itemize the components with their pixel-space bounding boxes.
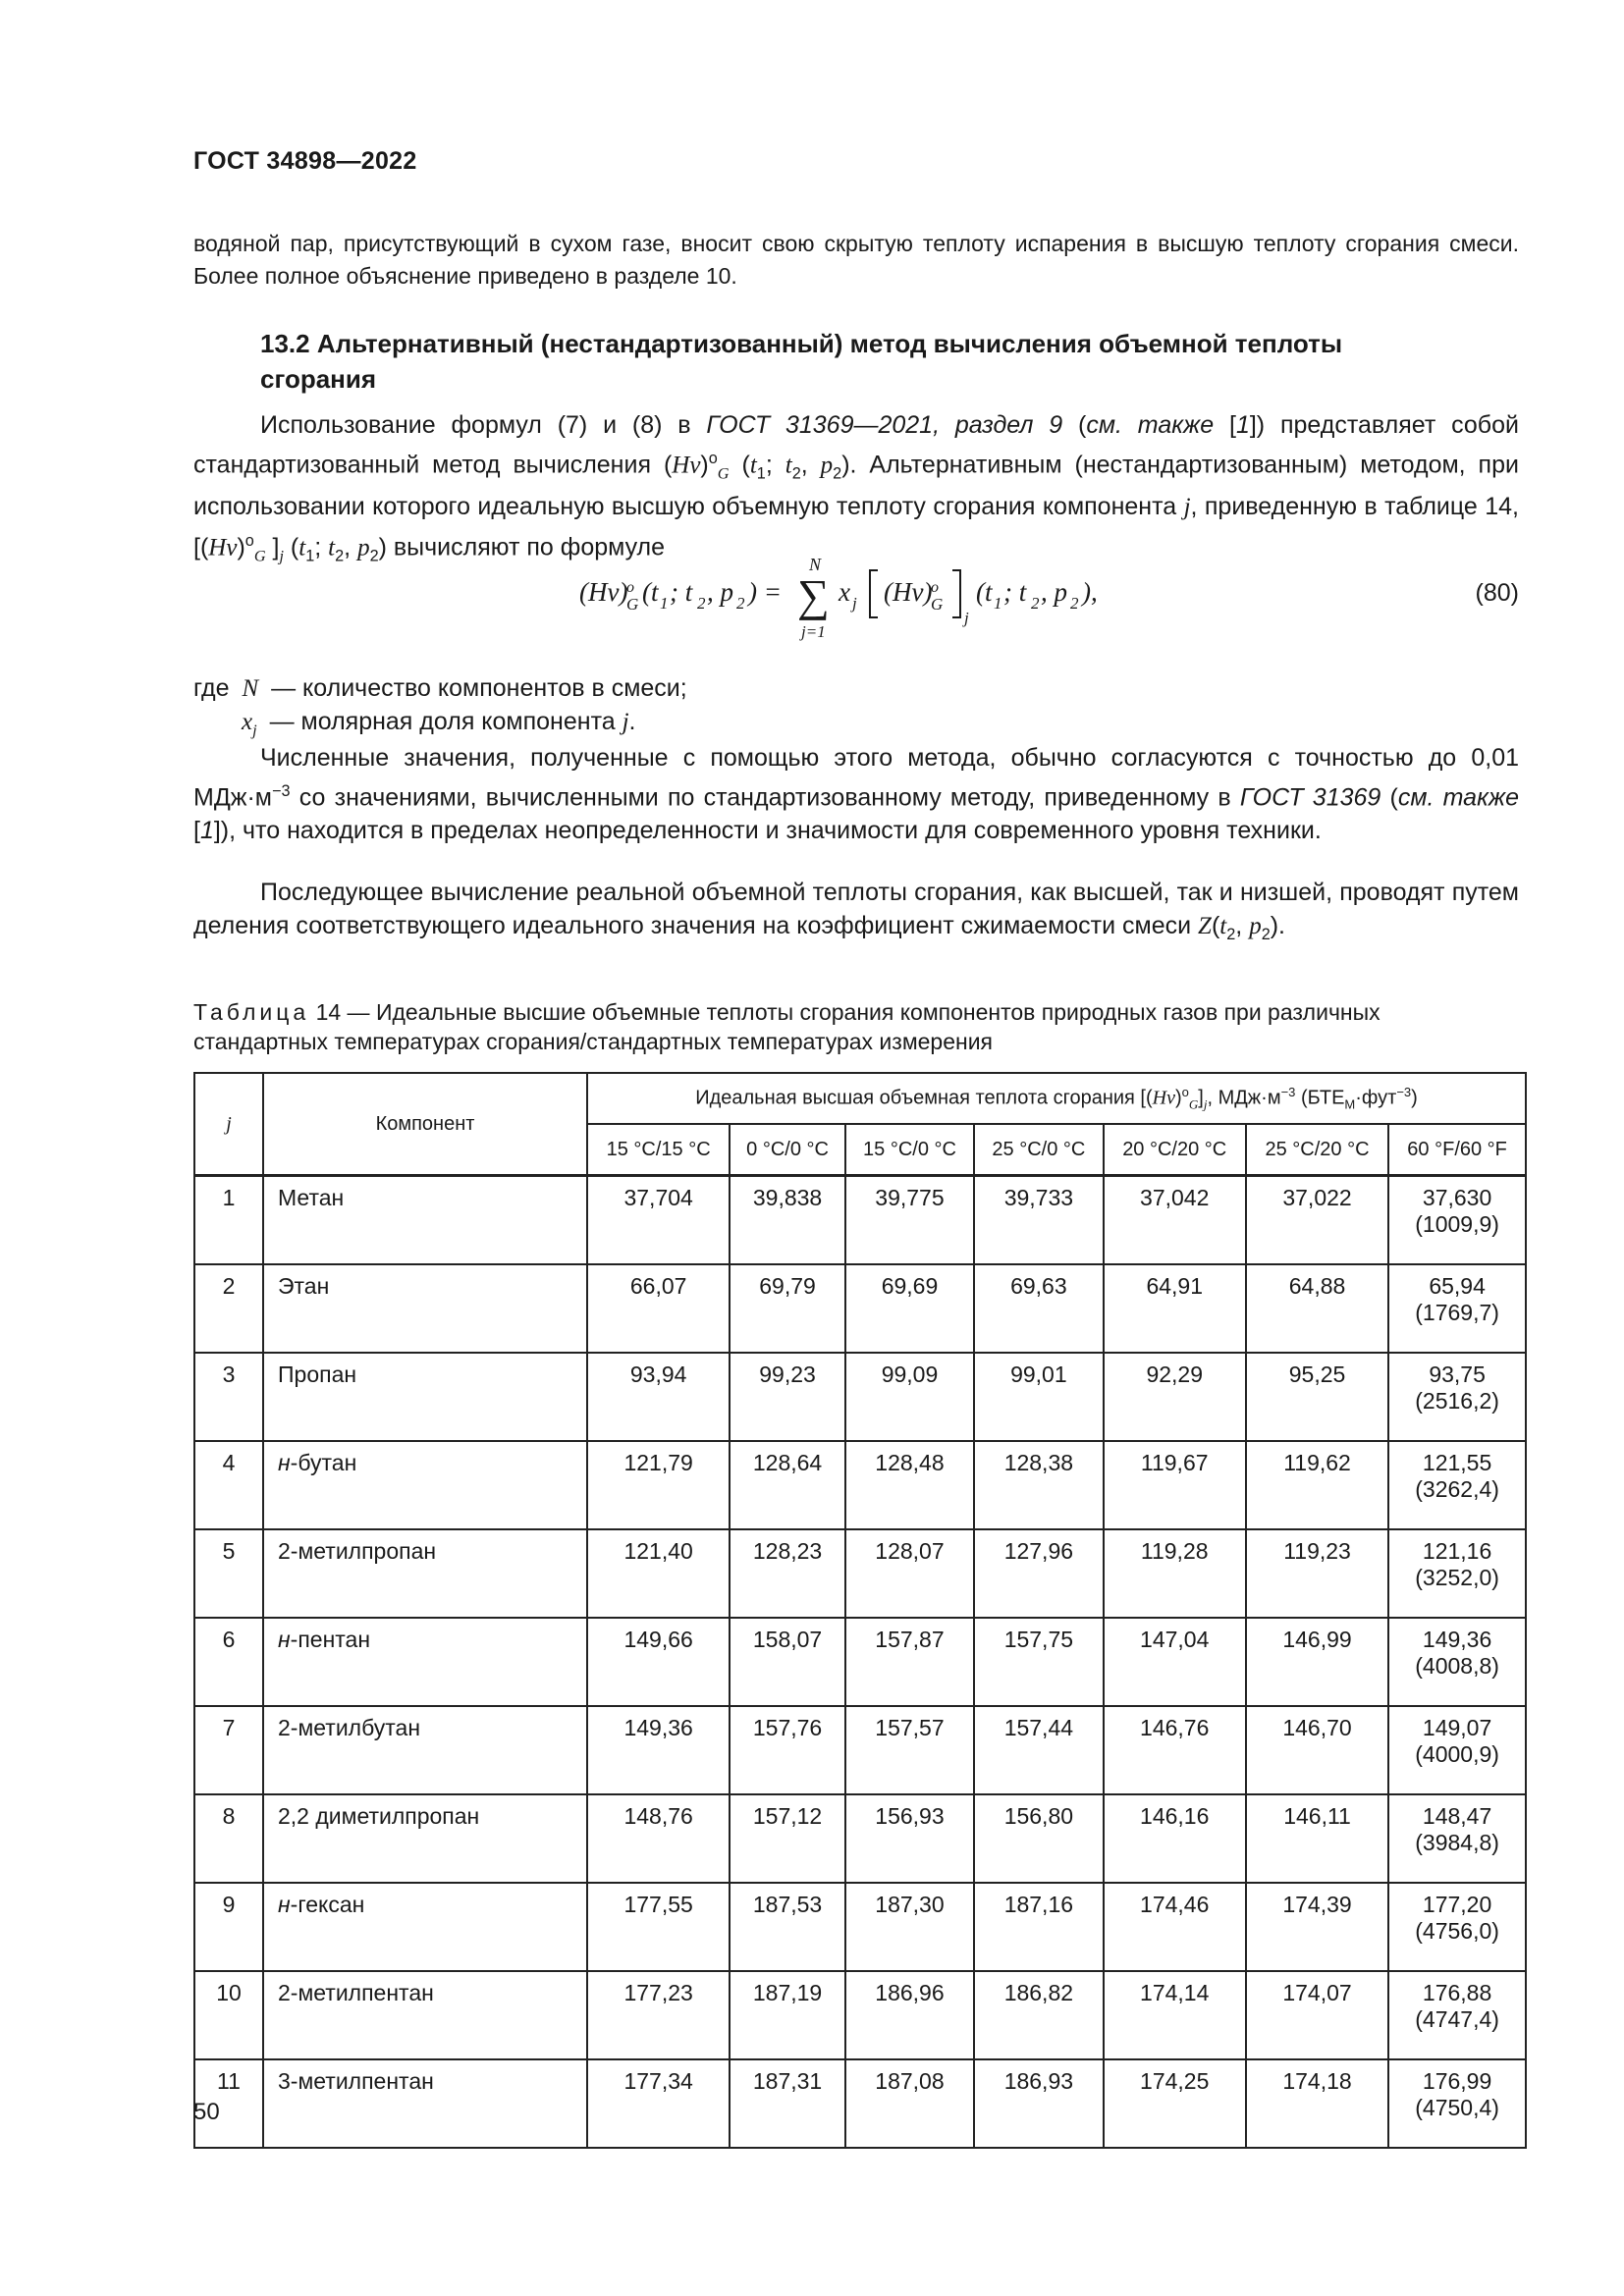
cell-value — [587, 1441, 730, 1529]
cell-component — [263, 1176, 587, 1265]
cell-value — [587, 1794, 730, 1883]
cell-value — [1388, 1706, 1526, 1794]
p2-text-e: ]), что находится в пределах неопределенности и значимости для современного уровня техники. — [213, 817, 1322, 845]
p1-ref: ГОСТ 31369—2021, раздел 9 — [706, 411, 1063, 439]
value-text: 146,11 — [1283, 1803, 1351, 1829]
header-temp: 15 °C/15 °C — [587, 1124, 730, 1176]
table-caption — [193, 997, 1519, 1056]
cell-value — [587, 1971, 730, 2059]
cell-component — [263, 1353, 587, 1441]
value-text: 157,87 — [875, 1627, 945, 1652]
cell-value — [1104, 1883, 1246, 1971]
table-row — [194, 1618, 1526, 1706]
cell-value — [974, 1706, 1103, 1794]
table-row — [194, 1794, 1526, 1883]
value-text: 128,23 — [752, 1538, 823, 1564]
table-row — [194, 1441, 1526, 1529]
svg-text:(Hv): (Hv) — [884, 577, 933, 607]
cell-value — [974, 2059, 1103, 2148]
cell-value — [1104, 1264, 1246, 1353]
value-text: 69,79 — [759, 1273, 816, 1299]
p1-text-g: ) вычисляют по формуле — [378, 533, 666, 561]
cell-value — [974, 1618, 1103, 1706]
cell-value — [1246, 2059, 1388, 2148]
cell-value — [730, 1883, 844, 1971]
value-text: 187,16 — [1003, 1892, 1074, 1917]
cell-value — [1246, 1794, 1388, 1883]
value-text: 128,48 — [875, 1450, 945, 1475]
value-text: 93,94 — [629, 1362, 687, 1387]
cell-value — [1246, 1971, 1388, 2059]
value-btu: (1769,7) — [1415, 1300, 1499, 1325]
value-text: 119,28 — [1140, 1538, 1209, 1564]
svg-text:j: j — [852, 594, 857, 613]
header-j: j — [194, 1073, 263, 1176]
section-title-line2: сгорания — [260, 364, 377, 394]
svg-text:2: 2 — [1031, 594, 1040, 613]
header-component: Компонент — [263, 1073, 587, 1176]
svg-text:(t: (t — [976, 577, 993, 607]
value-text: 128,07 — [875, 1538, 945, 1564]
svg-text:; t: ; t — [1003, 577, 1027, 607]
value-text: 187,08 — [875, 2068, 945, 2094]
value-btu: (4000,9) — [1415, 1741, 1499, 1767]
cell-j: 2 — [194, 1264, 263, 1353]
cell-value — [974, 1176, 1103, 1265]
formula-svg — [579, 555, 1129, 643]
paragraph-1: Использование формул (7) и (8) в ГОСТ 31369—2021, раздел 9 (см. также [1]) представляет собой стандартизованный метод вычисления $(Hv)^o_G$ ($t_1$; $t_2$, $p_2$). Альтернативным (нестандартизованным) методом, при использовании которого идеальную высшую объемную теплоту сгорания компонента j, приведенную в таблице 14, [$(Hv)^o_G$ ]$_j$ ($t_1$; $t_2$, $p_2$) вычисляют по формуле — [193, 411, 1519, 565]
cell-value — [730, 1706, 844, 1794]
cell-value — [845, 1971, 974, 2059]
value-text: 186,96 — [875, 1980, 945, 2005]
cell-value — [1246, 1441, 1388, 1529]
cell-value — [1388, 1794, 1526, 1883]
where-N: где N — количество компонентов в смеси; — [193, 674, 687, 702]
cell-value — [1246, 1618, 1388, 1706]
value-text: 187,30 — [875, 1892, 945, 1917]
component-prefix: н — [278, 1627, 291, 1652]
component-name: 2-метилпропан — [278, 1538, 437, 1564]
svg-text:, p: , p — [707, 577, 733, 607]
symbol-hv: Hv — [672, 452, 701, 479]
component-name: 2,2 диметилпропан — [278, 1803, 480, 1829]
cell-value — [1388, 1176, 1526, 1265]
table-row — [194, 1529, 1526, 1618]
value-text: 147,04 — [1140, 1627, 1210, 1652]
where-xj-desc: — молярная доля компонента — [269, 708, 623, 735]
cell-value — [974, 1353, 1103, 1441]
svg-text:G: G — [931, 595, 944, 614]
document-header: ГОСТ 34898—2022 — [193, 147, 417, 175]
value-text: 149,07 — [1422, 1715, 1492, 1740]
cell-component — [263, 2059, 587, 2148]
p2-sup: −3 — [272, 782, 291, 800]
value-btu: (4756,0) — [1415, 1918, 1499, 1944]
value-text: 176,88 — [1422, 1980, 1492, 2005]
cell-value — [730, 1529, 844, 1618]
value-text: 119,62 — [1283, 1450, 1351, 1475]
cell-value — [1104, 1176, 1246, 1265]
p2-text-b: со значениями, вычисленными по стандартизованному методу, приведенному в — [290, 783, 1240, 812]
svg-text:j: j — [964, 609, 969, 627]
p1-text-d: ]) представляет собой стандартизованный метод вычисления ( — [193, 411, 1519, 479]
p2-cite: 1 — [199, 817, 214, 845]
header-temp: 25 °C/0 °C — [974, 1124, 1103, 1176]
cell-value — [974, 1441, 1103, 1529]
value-text: 174,46 — [1140, 1892, 1210, 1917]
cell-value — [1388, 1618, 1526, 1706]
value-text: 177,34 — [623, 2068, 693, 2094]
value-text: 156,93 — [875, 1803, 945, 1829]
value-text: 39,775 — [875, 1185, 945, 1210]
value-text: 148,47 — [1422, 1803, 1492, 1829]
formula-number: (80) — [1475, 579, 1519, 607]
value-text: 37,022 — [1282, 1185, 1352, 1210]
value-text: 65,94 — [1429, 1273, 1486, 1299]
value-btu: (4008,8) — [1415, 1653, 1499, 1679]
cell-value — [1388, 1353, 1526, 1441]
p2-text-c: ( — [1380, 783, 1398, 812]
component-name: Метан — [278, 1185, 345, 1210]
value-text: 174,39 — [1282, 1892, 1352, 1917]
cell-value — [730, 1618, 844, 1706]
p1-text-c: [ — [1214, 411, 1236, 439]
header-temp: 20 °C/20 °C — [1104, 1124, 1246, 1176]
cell-value — [974, 1883, 1103, 1971]
cell-j: 4 — [194, 1441, 263, 1529]
value-text: 69,69 — [881, 1273, 939, 1299]
cell-j: 11 — [194, 2059, 263, 2148]
component-name: 2-метилбутан — [278, 1715, 421, 1740]
value-text: 149,36 — [1422, 1627, 1492, 1652]
cell-value — [845, 1441, 974, 1529]
p2-text-d: [ — [193, 817, 200, 845]
cell-value — [974, 1794, 1103, 1883]
cell-value — [1246, 1706, 1388, 1794]
value-text: 128,38 — [1003, 1450, 1074, 1475]
cell-component — [263, 1618, 587, 1706]
svg-text:),: ), — [1082, 577, 1098, 607]
cell-component — [263, 1794, 587, 1883]
cell-value — [1388, 2059, 1526, 2148]
value-btu: (3984,8) — [1415, 1830, 1499, 1855]
heat-table — [193, 1072, 1527, 2149]
cell-value — [845, 1264, 974, 1353]
cell-value — [730, 2059, 844, 2148]
value-text: 187,31 — [752, 2068, 823, 2094]
value-btu: (4750,4) — [1415, 2095, 1499, 2120]
svg-text:2: 2 — [697, 594, 706, 613]
value-text: 177,20 — [1422, 1892, 1492, 1917]
cell-value — [1104, 1441, 1246, 1529]
component-name: Этан — [278, 1273, 330, 1299]
formula-80 — [579, 555, 1129, 650]
cell-value — [587, 2059, 730, 2148]
svg-text:2: 2 — [1070, 594, 1079, 613]
cell-value — [845, 1176, 974, 1265]
p1-cite: 1 — [1235, 411, 1250, 439]
value-text: 119,23 — [1283, 1538, 1351, 1564]
cell-value — [587, 1529, 730, 1618]
svg-text:(Hv): (Hv) — [579, 577, 628, 607]
caption-text: 14 — Идеальные высшие объемные теплоты сгорания компонентов природных газов при различных стандартных температурах сгорания/стандартных температурах измерения — [193, 999, 1380, 1054]
p2-ref: ГОСТ 31369 — [1239, 783, 1381, 812]
p3-text: Последующее вычисление реальной объемной теплоты сгорания, как высшей, так и низшей, проводят путем деления соответствующего идеального значения на коэффициент сжимаемости смеси — [193, 879, 1519, 939]
cell-value — [1104, 1618, 1246, 1706]
cell-value — [1246, 1264, 1388, 1353]
value-text: 37,042 — [1140, 1185, 1210, 1210]
value-btu: (3252,0) — [1415, 1565, 1499, 1590]
svg-text:∑: ∑ — [797, 570, 830, 620]
svg-text:1: 1 — [994, 594, 1002, 613]
cell-j: 9 — [194, 1883, 263, 1971]
value-btu: (4747,4) — [1415, 2006, 1499, 2032]
value-text: 121,40 — [623, 1538, 693, 1564]
value-text: 187,19 — [752, 1980, 823, 2005]
value-text: 157,57 — [875, 1715, 945, 1740]
p1-see: см. также — [1086, 411, 1215, 439]
cell-component — [263, 1883, 587, 1971]
value-text: 174,14 — [1140, 1980, 1210, 2005]
svg-text:o: o — [626, 579, 634, 596]
p1-text-a: Использование формул (7) и (8) в — [260, 411, 707, 439]
cell-value — [1104, 1706, 1246, 1794]
svg-text:o: o — [931, 579, 939, 596]
value-text: 174,07 — [1282, 1980, 1352, 2005]
value-text: 64,91 — [1146, 1273, 1203, 1299]
component-name: 3-метилпентан — [278, 2068, 434, 2094]
sum-top: N — [809, 555, 822, 574]
cell-value — [1388, 1971, 1526, 2059]
cell-value — [730, 1176, 844, 1265]
header-group: Идеальная высшая объемная теплота сгорания $[(Hv)^o_G]_j$, $МДж\cdot м^{-3}$ $(БТЕ_M\cdot фут^{-3})$ — [587, 1073, 1526, 1124]
component-name: 2-метилпентан — [278, 1980, 434, 2005]
value-text: 146,76 — [1140, 1715, 1210, 1740]
value-text: 66,07 — [629, 1273, 687, 1299]
cell-component — [263, 1441, 587, 1529]
p1-text-f: , приведенную в таблице 14, [( — [193, 493, 1519, 561]
cell-value — [1388, 1883, 1526, 1971]
cell-value — [587, 1353, 730, 1441]
cell-value — [1388, 1529, 1526, 1618]
svg-text:) =: ) = — [748, 577, 782, 607]
value-text: 149,66 — [623, 1627, 693, 1652]
cell-value — [1246, 1176, 1388, 1265]
value-text: 92,29 — [1146, 1362, 1203, 1387]
cell-value — [1104, 1529, 1246, 1618]
cell-component — [263, 1706, 587, 1794]
cell-value — [974, 1971, 1103, 2059]
value-text: 95,25 — [1288, 1362, 1346, 1387]
value-text: 93,75 — [1429, 1362, 1486, 1387]
table-row — [194, 1883, 1526, 1971]
intro-paragraph: водяной пар, присутствующий в сухом газе, вносит свою скрытую теплоту испарения в высшую теплоту сгорания смеси. Более полное объяснение приведено в разделе 10. — [193, 231, 1519, 289]
value-text: 121,79 — [623, 1450, 693, 1475]
cell-value — [1246, 1883, 1388, 1971]
svg-text:(t: (t — [642, 577, 659, 607]
value-text: 149,36 — [623, 1715, 693, 1740]
cell-j: 1 — [194, 1176, 263, 1265]
cell-component — [263, 1264, 587, 1353]
header-temp: 60 °F/60 °F — [1388, 1124, 1526, 1176]
value-text: 146,70 — [1282, 1715, 1352, 1740]
cell-value — [730, 1794, 844, 1883]
svg-text:; t: ; t — [670, 577, 693, 607]
cell-value — [1104, 1794, 1246, 1883]
cell-value — [730, 1441, 844, 1529]
header-temp: 25 °C/20 °C — [1246, 1124, 1388, 1176]
cell-value — [1104, 2059, 1246, 2148]
value-text: 157,12 — [752, 1803, 823, 1829]
value-text: 157,75 — [1003, 1627, 1074, 1652]
cell-value — [1388, 1441, 1526, 1529]
value-text: 176,99 — [1422, 2068, 1492, 2094]
cell-value — [730, 1971, 844, 2059]
svg-text:2: 2 — [736, 594, 745, 613]
value-text: 174,18 — [1282, 2068, 1352, 2094]
table-row — [194, 1353, 1526, 1441]
value-text: 174,25 — [1140, 2068, 1210, 2094]
p2-text-a: Численные значения, полученные с помощью этого метода, обычно согласуются с точностью до 0,01 МДж·м — [193, 744, 1519, 812]
cell-value — [845, 1353, 974, 1441]
cell-value — [845, 2059, 974, 2148]
paragraph-2 — [193, 741, 1519, 847]
value-text: 128,64 — [752, 1450, 823, 1475]
cell-j: 6 — [194, 1618, 263, 1706]
p1-text-e: ). Альтернативным (нестандартизованным) методом, при использовании которого идеальную высшую объемную теплоту сгорания компонента — [193, 451, 1519, 521]
cell-j: 10 — [194, 1971, 263, 2059]
cell-j: 7 — [194, 1706, 263, 1794]
cell-j: 5 — [194, 1529, 263, 1618]
value-text: 69,63 — [1010, 1273, 1067, 1299]
table-row — [194, 2059, 1526, 2148]
cell-j: 3 — [194, 1353, 263, 1441]
value-btu: (1009,9) — [1415, 1211, 1499, 1237]
component-prefix: н — [278, 1450, 291, 1475]
value-text: 158,07 — [752, 1627, 823, 1652]
cell-j: 8 — [194, 1794, 263, 1883]
value-text: 121,55 — [1422, 1450, 1492, 1475]
cell-value — [1104, 1353, 1246, 1441]
cell-value — [1246, 1529, 1388, 1618]
value-text: 186,82 — [1003, 1980, 1074, 2005]
cell-value — [845, 1794, 974, 1883]
table-row — [194, 1971, 1526, 2059]
value-text: 146,99 — [1282, 1627, 1352, 1652]
value-text: 119,67 — [1140, 1450, 1209, 1475]
value-text: 177,55 — [623, 1892, 693, 1917]
cell-component — [263, 1529, 587, 1618]
cell-value — [587, 1883, 730, 1971]
value-text: 157,76 — [752, 1715, 823, 1740]
value-text: 99,01 — [1010, 1362, 1067, 1387]
cell-value — [587, 1706, 730, 1794]
value-text: 156,80 — [1003, 1803, 1074, 1829]
value-text: 39,733 — [1003, 1185, 1074, 1210]
component-name: -бутан — [290, 1450, 357, 1475]
where-word: где — [193, 674, 230, 702]
component-name: -гексан — [290, 1892, 365, 1917]
table-row — [194, 1264, 1526, 1353]
value-text: 157,44 — [1003, 1715, 1074, 1740]
component-name: Пропан — [278, 1362, 357, 1387]
value-text: 146,16 — [1140, 1803, 1210, 1829]
value-text: 99,09 — [881, 1362, 939, 1387]
component-prefix: н — [278, 1892, 291, 1917]
caption-prefix: Таблица — [193, 999, 310, 1025]
paragraph-3: Последующее вычисление реальной объемной теплоты сгорания, как высшей, так и низшей, проводят путем деления соответствующего идеального значения на коэффициент сжимаемости смеси $Z(t_2$, $p_2$). — [193, 879, 1519, 943]
value-btu: (3262,4) — [1415, 1476, 1499, 1502]
value-text: 177,23 — [623, 1980, 693, 2005]
cell-value — [974, 1529, 1103, 1618]
header-temp: 0 °C/0 °C — [730, 1124, 844, 1176]
cell-value — [730, 1353, 844, 1441]
cell-value — [845, 1618, 974, 1706]
cell-value — [1388, 1264, 1526, 1353]
value-text: 37,630 — [1422, 1185, 1492, 1210]
value-text: 37,704 — [623, 1185, 693, 1210]
cell-value — [974, 1264, 1103, 1353]
value-text: 148,76 — [623, 1803, 693, 1829]
svg-text:G: G — [626, 595, 639, 614]
cell-value — [1104, 1971, 1246, 2059]
value-text: 64,88 — [1288, 1273, 1346, 1299]
section-title-line1: 13.2 Альтернативный (нестандартизованный) метод вычисления объемной теплоты — [260, 329, 1343, 358]
value-text: 99,23 — [759, 1362, 816, 1387]
cell-value — [587, 1264, 730, 1353]
component-name: -пентан — [290, 1627, 371, 1652]
cell-value — [845, 1706, 974, 1794]
svg-text:1: 1 — [660, 594, 669, 613]
cell-value — [587, 1618, 730, 1706]
svg-text:x: x — [839, 577, 850, 607]
p1-text-b: ( — [1062, 411, 1087, 439]
table-row — [194, 1706, 1526, 1794]
p2-see: см. также — [1397, 783, 1519, 812]
sum-bottom: j=1 — [801, 622, 826, 641]
cell-value — [1246, 1353, 1388, 1441]
value-text: 39,838 — [752, 1185, 823, 1210]
value-text: 186,93 — [1003, 2068, 1074, 2094]
section-title — [260, 326, 1497, 397]
where-xj: $x_j$ — молярная доля компонента j. — [242, 708, 636, 739]
svg-text:, p: , p — [1041, 577, 1067, 607]
value-btu: (2516,2) — [1415, 1388, 1499, 1414]
table-row — [194, 1176, 1526, 1265]
where-N-desc: — количество компонентов в смеси; — [271, 674, 687, 702]
page-number: 50 — [193, 2099, 220, 2125]
cell-value — [587, 1176, 730, 1265]
value-text: 127,96 — [1003, 1538, 1074, 1564]
value-text: 187,53 — [752, 1892, 823, 1917]
header-temp: 15 °C/0 °C — [845, 1124, 974, 1176]
cell-value — [845, 1529, 974, 1618]
cell-value — [845, 1883, 974, 1971]
cell-value — [730, 1264, 844, 1353]
value-text: 121,16 — [1422, 1538, 1492, 1564]
cell-component — [263, 1971, 587, 2059]
